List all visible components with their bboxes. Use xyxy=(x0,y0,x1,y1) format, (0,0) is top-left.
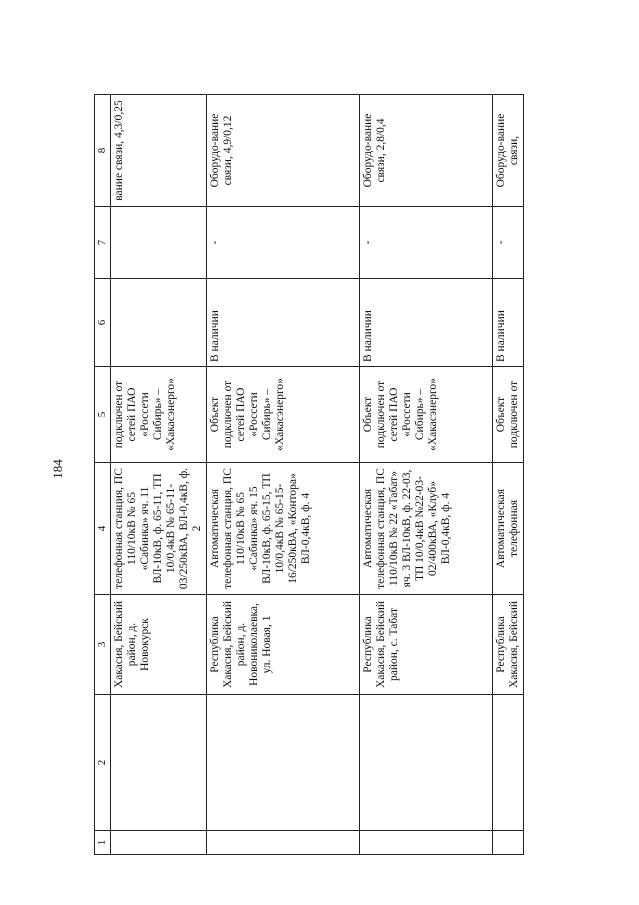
header-row xyxy=(95,95,111,855)
cell-col7: - xyxy=(360,207,493,279)
cell-description: Автоматическая телефонная станция, ПС 110/10кВ № 22 «Табат» яч. 3 ВЛ-10кВ, ф. 22-03, ТП 10/0,4кВ №22-03-02/400кВА, «Клуб» ВЛ-0,4кВ, ф. 4 xyxy=(360,463,493,595)
cell-description: Автоматическая телефонная xyxy=(493,463,524,595)
cell-col7: - xyxy=(207,207,360,279)
cell-object-name xyxy=(207,695,360,831)
cell-availability: В наличии xyxy=(493,279,524,367)
cell-availability xyxy=(111,279,207,367)
cell-equipment: Оборудо-вание связи, 2,8/0,4 xyxy=(360,95,493,207)
rotated-table-container xyxy=(94,95,639,855)
table-row xyxy=(207,95,360,855)
data-table xyxy=(94,94,524,855)
cell-object-name xyxy=(493,695,524,831)
column-header-7: 7 xyxy=(95,207,111,279)
column-header-1: 1 xyxy=(95,831,111,855)
cell-col7: - xyxy=(493,207,524,279)
cell-description: Автоматическая телефонная станция, ПС 110/10кВ № 65 «Сабинка» яч. 15 ВЛ-10кВ, ф. 65-15, ТП 10/0,4кВ № 65-15-16/250кВА, «Контора» ВЛ-0,4кВ, ф. 4 xyxy=(207,463,360,595)
column-header-5: 5 xyxy=(95,367,111,463)
cell-connection: Объект подключен от сетей ПАО «Россети Сибирь» – «Хакасэнерго» xyxy=(207,367,360,463)
cell-description: телефонная станция, ПС 110/10кВ № 65 «Сабинка» яч. 11 ВЛ-10кВ, ф. 65-11, ТП 10/0,4кВ № 65-11-03/250кВА, ВЛ-0,4кВ, ф. 2 xyxy=(111,463,207,595)
cell-address: Республика Хакасия, Бейский xyxy=(493,595,524,695)
cell-address: Хакасия, Бейский район, д. Новокурск xyxy=(111,595,207,695)
page-number: 184 xyxy=(50,459,65,479)
cell-object-name xyxy=(111,695,207,831)
column-header-3: 3 xyxy=(95,595,111,695)
column-header-8: 8 xyxy=(95,95,111,207)
cell-connection: подключен от сетей ПАО «Россети Сибирь» – «Хакасэнерго» xyxy=(111,367,207,463)
cell-address: Республика Хакасия, Бейский район, с. Табат xyxy=(360,595,493,695)
cell-equipment: Оборудо-вание связи, 4,9/0,12 xyxy=(207,95,360,207)
cell-number xyxy=(111,831,207,855)
table-row xyxy=(493,95,524,855)
cell-equipment: Оборудо-вание связи, xyxy=(493,95,524,207)
cell-connection: Объект подключен от xyxy=(493,367,524,463)
cell-connection: Объект подключен от сетей ПАО «Россети Сибирь» – «Хакасэнерго» xyxy=(360,367,493,463)
cell-availability: В наличии xyxy=(207,279,360,367)
cell-number xyxy=(360,831,493,855)
column-header-4: 4 xyxy=(95,463,111,595)
cell-col7 xyxy=(111,207,207,279)
table-row xyxy=(360,95,493,855)
cell-equipment: вание связи, 4,3/0,25 xyxy=(111,95,207,207)
table-row xyxy=(111,95,207,855)
cell-address: Республика Хакасия, Бейский район, д. Новониколаевка, ул. Новая, 1 xyxy=(207,595,360,695)
column-header-2: 2 xyxy=(95,695,111,831)
cell-number xyxy=(493,831,524,855)
cell-object-name xyxy=(360,695,493,831)
column-header-6: 6 xyxy=(95,279,111,367)
cell-number xyxy=(207,831,360,855)
cell-availability: В наличии xyxy=(360,279,493,367)
